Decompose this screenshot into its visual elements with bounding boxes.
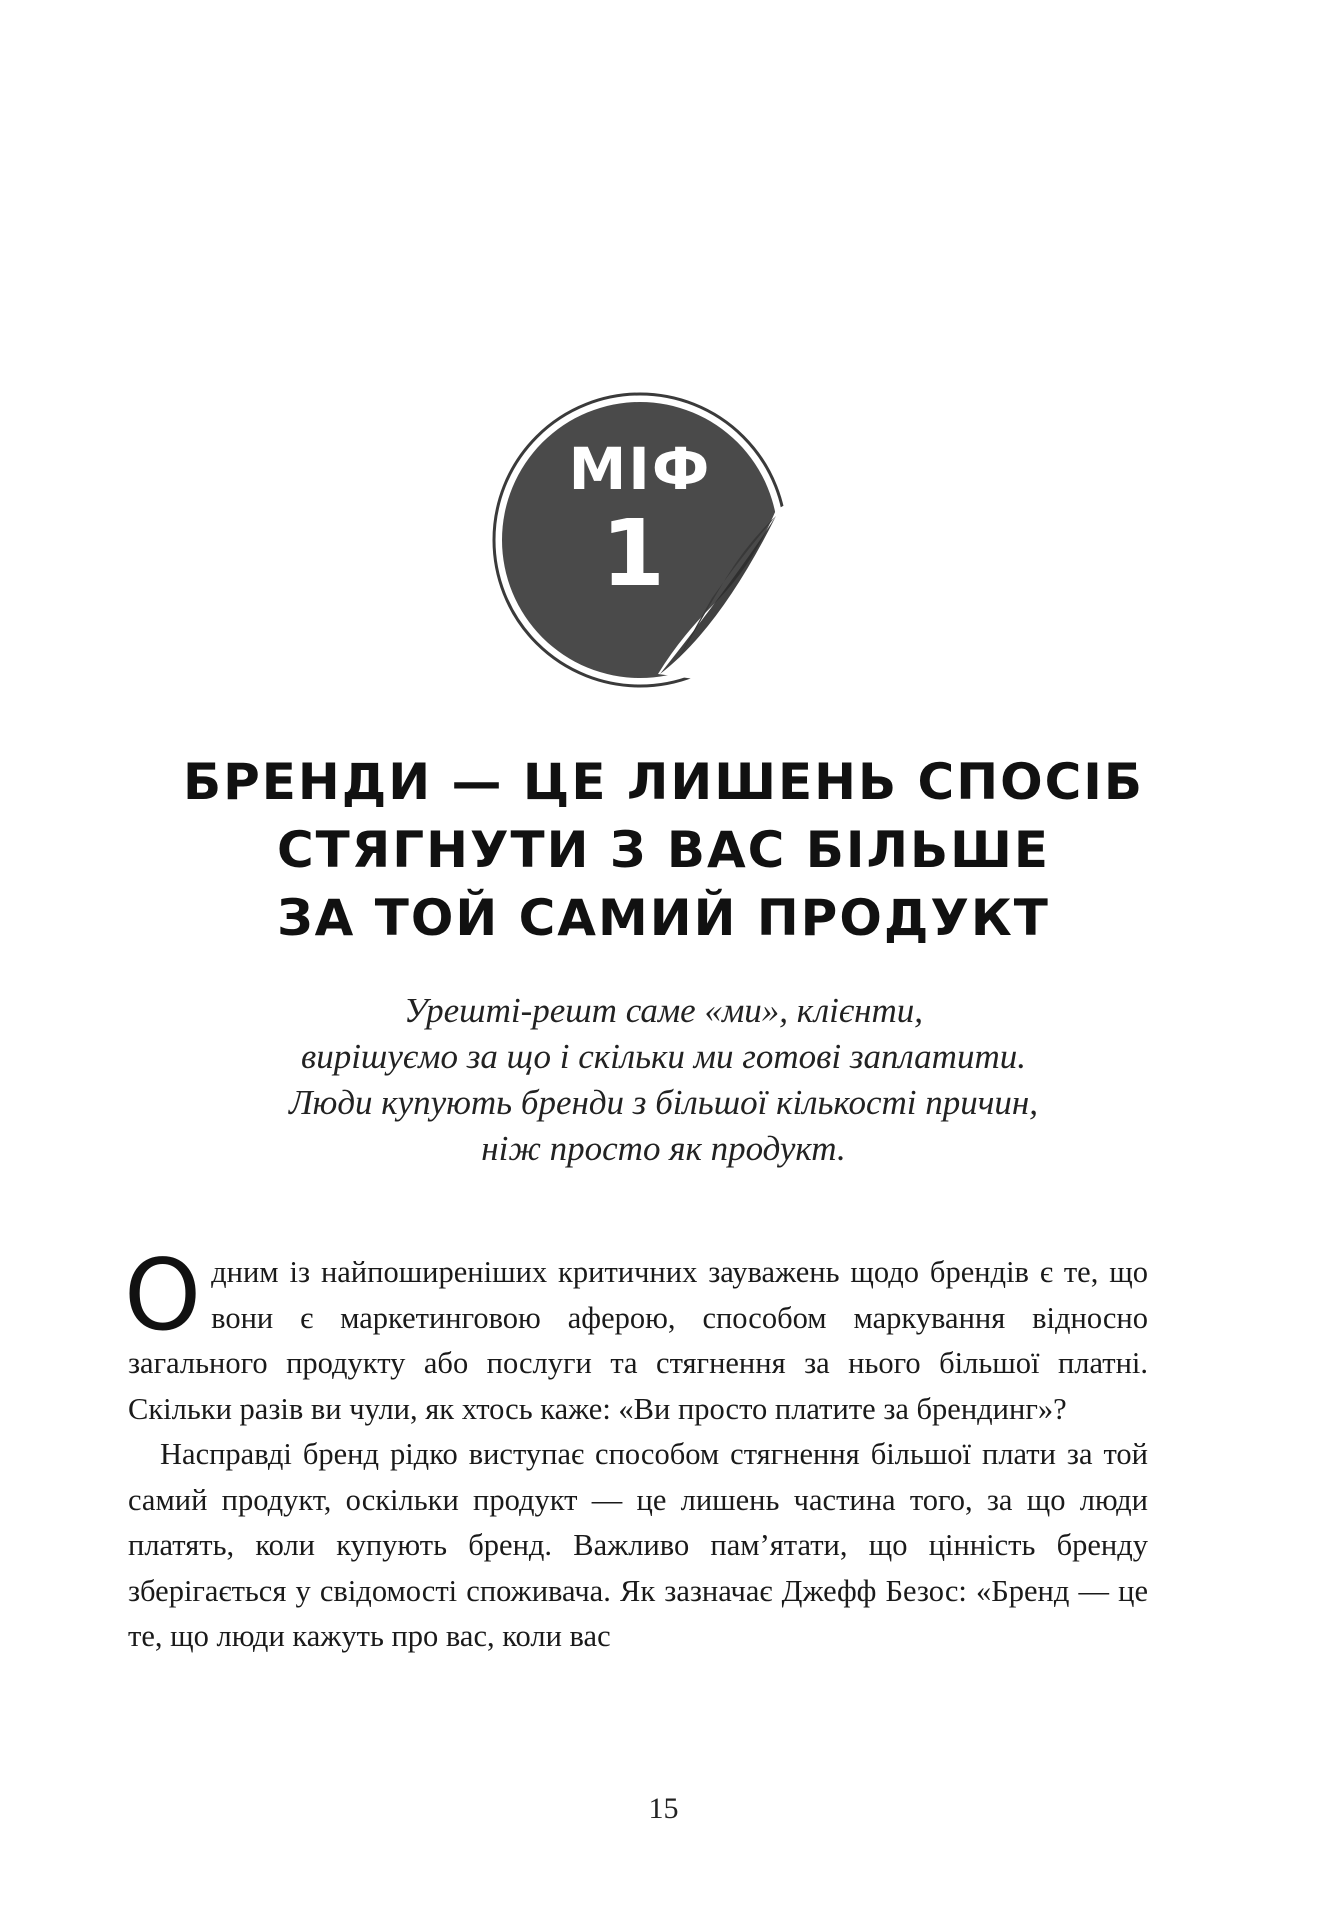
myth-badge xyxy=(490,392,790,692)
epigraph xyxy=(150,988,1177,1172)
body-text xyxy=(124,1239,1148,1660)
page-number: 15 xyxy=(648,1792,679,1825)
epigraph-line: вирішуємо за що і скільки ми готові заплатити. xyxy=(301,1037,1026,1076)
title-line: СТЯГНУТИ З ВАС БІЛЬШЕ xyxy=(276,821,1051,879)
drop-cap: О xyxy=(124,1239,202,1353)
title-line: ЗА ТОЙ САМИЙ ПРОДУКТ xyxy=(277,889,1050,947)
badge-text xyxy=(490,392,790,692)
badge-number: 1 xyxy=(600,500,665,607)
chapter-title xyxy=(100,748,1227,952)
title-line: БРЕНДИ — ЦЕ ЛИШЕНЬ СПОСІБ xyxy=(182,753,1144,811)
paragraph-text: дним із найпоширеніших критичних зауважень щодо брендів є те, що вони є маркетинговою аферою, способом маркування відносно загального продукту або послуги та стягнення за нього більшої платні. Скільки разів ви чули, як хтось каже: «Ви просто платите за брендинг»? xyxy=(128,1255,1148,1426)
paragraph: Насправді бренд рідко виступає способом стягнення більшої плати за той самий продукт, оскільки продукт — це лишень частина того, за що люди платять, коли купують бренд. Важливо пам’ятати, що цінність бренду зберігається у свідомості споживача. Як зазначає Джефф Безос: «Бренд — це те, що люди кажуть про вас, коли вас xyxy=(128,1437,1148,1653)
badge-word: МІФ xyxy=(568,435,712,503)
paragraph xyxy=(124,1239,1148,1432)
epigraph-line: Люди купують бренди з більшої кількості причин, xyxy=(288,1083,1039,1122)
epigraph-line: ніж просто як продукт. xyxy=(481,1129,846,1168)
epigraph-line: Урешті-решт саме «ми», клієнти, xyxy=(403,991,924,1030)
